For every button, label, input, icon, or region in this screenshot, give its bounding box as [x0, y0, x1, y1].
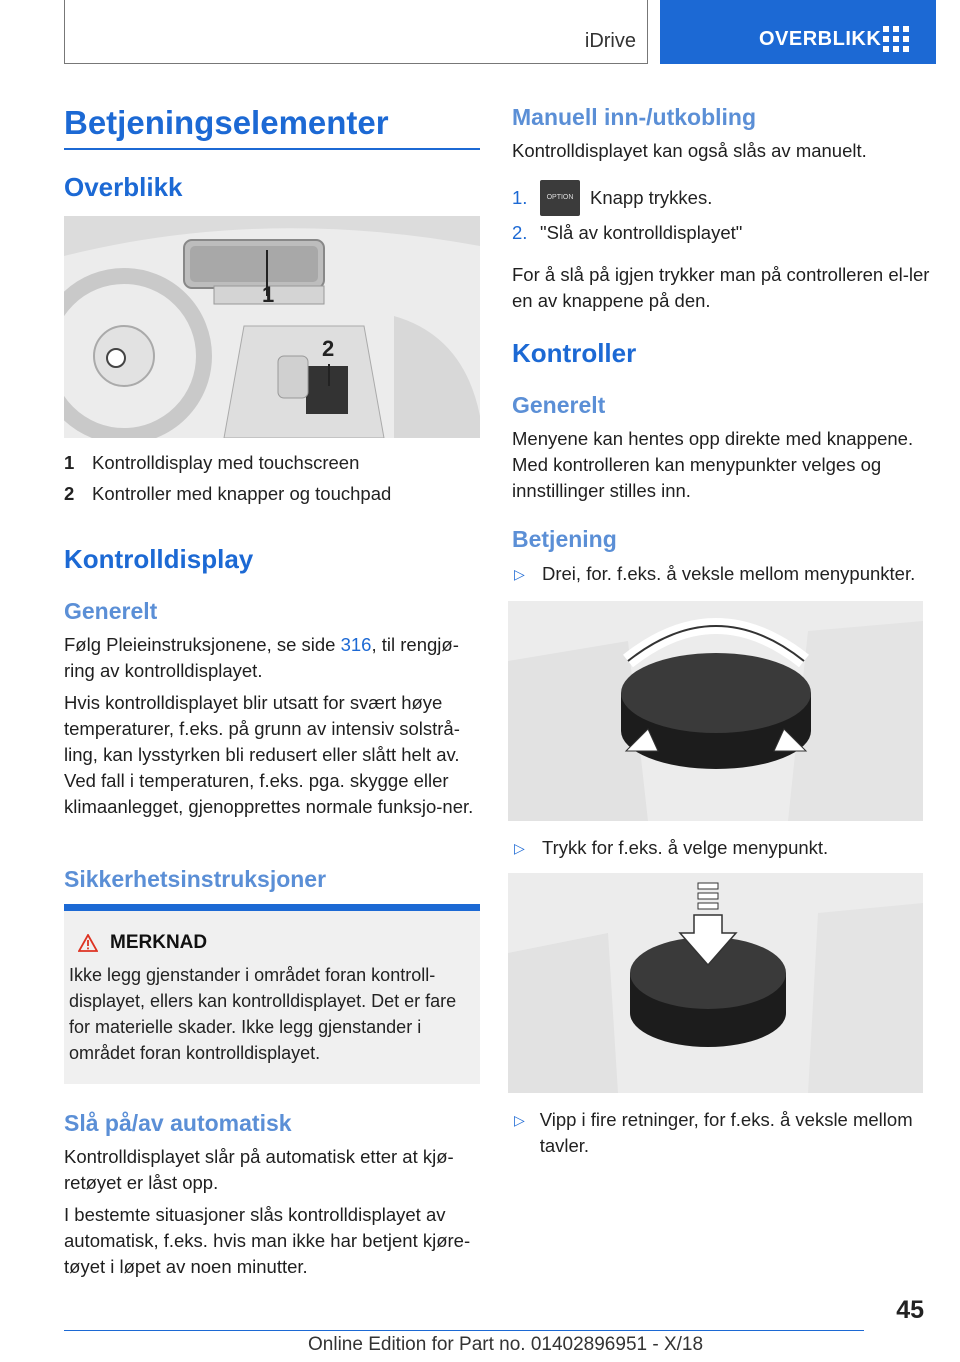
notice-box	[64, 904, 480, 1084]
figure-label-1: 1	[262, 282, 275, 307]
manual-intro: Kontrolldisplayet kan også slås av manuelt.	[512, 140, 867, 161]
general-paragraph-2: Hvis kontrolldisplayet blir utsatt for svært høye temperaturer, f.eks. på grunn av intensiv solstrå-ling, kan lysstyrken bli redusert eller slått helt av. Ved fall i temperaturen, f.eks. pga. skygge eller klimaanlegget, gjenopprettes normale funksjo-ner.	[64, 692, 474, 817]
step-number: 2.	[512, 222, 528, 243]
operation-heading: Betjening	[512, 526, 617, 552]
page-number: 45	[896, 1296, 924, 1324]
controller-heading: Kontroller	[512, 338, 637, 368]
manual-steps	[512, 180, 932, 246]
legend-text: Kontrolldisplay med touchscreen	[92, 452, 360, 473]
notice-bar	[64, 904, 480, 911]
overview-heading: Overblikk	[64, 172, 183, 202]
operation-bullet	[512, 835, 932, 861]
bullet-text: Vipp i fire retninger, for f.eks. å veksle mellom tavler.	[539, 1109, 913, 1156]
bullet-text: Trykk for f.eks. å velge menypunkt.	[542, 837, 829, 858]
operation-bullet	[512, 561, 932, 587]
bullet-text: Drei, for. f.eks. å veksle mellom menypunkter.	[542, 563, 916, 584]
legend-number: 2	[64, 483, 75, 504]
page-link[interactable]: 316	[340, 634, 372, 655]
rotate-controller-figure	[508, 601, 923, 821]
legend-number: 1	[64, 452, 75, 473]
controller-general-heading: Generelt	[512, 392, 606, 418]
footer-edition: Online Edition for Part no. 01402896951 - X/18	[308, 1334, 704, 1355]
notice-text: Ikke legg gjenstander i området foran kontroll-displayet, ellers kan kontrolldisplayet. Det er fare for materielle skader. Ikke legg gjenstander i området foran kontrolldisplayet.	[69, 965, 457, 1063]
figure-label-2: 2	[322, 336, 335, 361]
warning-icon	[78, 934, 98, 952]
auto-heading: Slå på/av automatisk	[64, 1110, 292, 1136]
option-button-icon: OPTION	[540, 180, 580, 216]
tab-overview[interactable]	[660, 0, 936, 64]
general-heading: Generelt	[64, 598, 158, 624]
notice-title: MERKNAD	[110, 932, 208, 953]
figure-legend	[64, 450, 480, 507]
triangle-bullet-icon: ▷	[514, 840, 525, 856]
legend-text: Kontroller med knapper og touchpad	[92, 483, 392, 504]
general-text: Følg Pleieinstruksjonene, se side	[64, 634, 341, 655]
cockpit-figure	[64, 216, 480, 438]
footer-rule	[64, 1330, 864, 1331]
step-text: Knapp trykkes.	[590, 187, 713, 208]
general-text: , til rengjø-ring av kontrolldisplayet.	[64, 634, 459, 681]
press-controller-figure	[508, 873, 923, 1093]
general-paragraph-1	[64, 632, 480, 684]
step-row	[512, 180, 932, 216]
auto-paragraph-2: I bestemte situasjoner slås kontrolldisplayet av automatisk, f.eks. hvis man ikke har betjent kjøre-tøyet i løpet av noen minutter.	[64, 1204, 471, 1277]
grid-icon	[883, 26, 911, 52]
notice-header	[78, 932, 207, 954]
operation-bullet	[512, 1107, 932, 1159]
triangle-bullet-icon: ▷	[514, 566, 525, 582]
controller-general-text: Menyene kan hentes opp direkte med knappene. Med kontrolleren kan menypunkter velges og innstillinger stilles inn.	[512, 428, 914, 501]
display-heading: Kontrolldisplay	[64, 544, 254, 574]
section-title: iDrive	[584, 30, 636, 52]
manual-after: For å slå på igjen trykker man på controlleren el-ler en av knappene på den.	[512, 264, 930, 311]
page-title: Betjeningselementer	[64, 104, 389, 141]
step-number: 1.	[512, 187, 528, 208]
step-text: "Slå av kontrolldisplayet"	[540, 222, 743, 243]
step-row	[512, 220, 932, 246]
manual-heading: Manuell inn-/utkobling	[512, 104, 757, 130]
tab-overview-label: OVERBLIKK	[759, 28, 882, 50]
triangle-bullet-icon: ▷	[514, 1112, 525, 1128]
title-rule	[64, 148, 480, 150]
safety-heading: Sikkerhetsinstruksjoner	[64, 866, 327, 892]
legend-row	[64, 481, 480, 507]
header-frame	[64, 0, 648, 64]
auto-paragraph-1: Kontrolldisplayet slår på automatisk etter at kjø-retøyet er låst opp.	[64, 1146, 454, 1193]
legend-row	[64, 450, 480, 476]
